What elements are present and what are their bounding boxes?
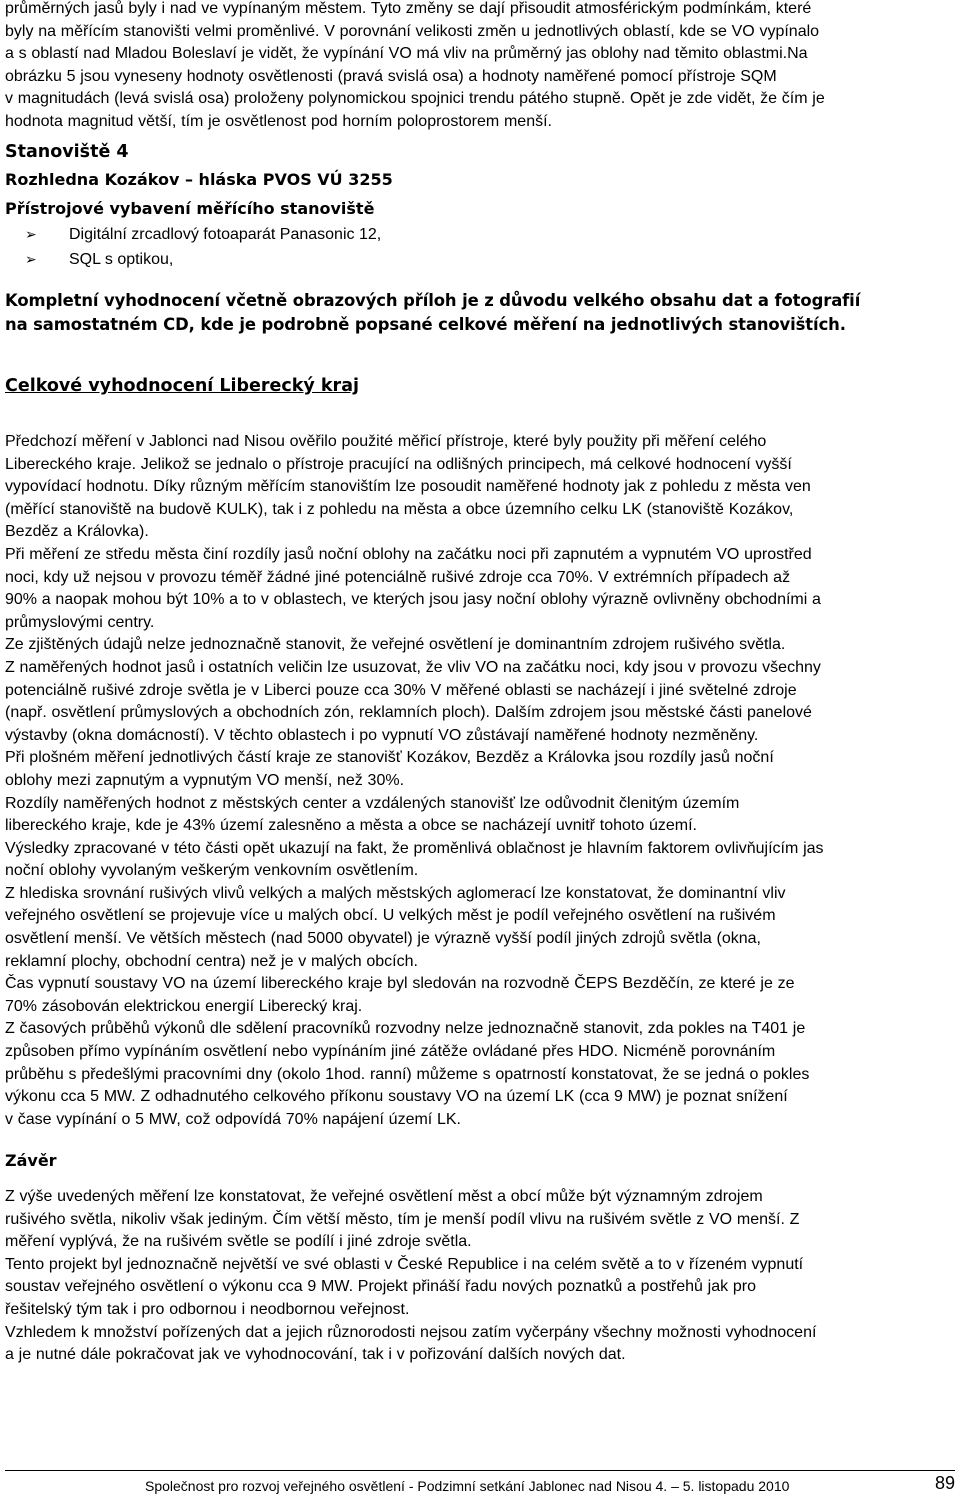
text-line: 90% a naopak mohou být 10% a to v oblastech, ve kterých jsou jasy noční oblohy výrazně ovlivněny obchodními a <box>5 591 821 609</box>
text-line: Z výše uvedených měření lze konstatovat, že veřejné osvětlení měst a obcí může být významným zdrojem <box>5 1188 763 1205</box>
text-line: Tento projekt byl jednoznačně největší ve své oblasti v České Republice i na celém světě a to v řízeném vypnutí <box>5 1255 804 1273</box>
evaluation-heading: Celkové vyhodnocení Liberecký kraj <box>5 376 359 396</box>
equipment-list <box>5 222 381 272</box>
text-line: a je nutné dále pokračovat jak ve vyhodnocování, tak i v pořizování dalších nových dat. <box>5 1346 626 1364</box>
text-line: Bezděz a Královka). <box>5 523 149 541</box>
text-line: libereckého kraje, kde je 43% území zalesněno a města a obce se nacházejí uvnitř tohoto území. <box>5 817 697 835</box>
text-line: Z hlediska srovnání rušivých vlivů velkých a malých městských aglomerací lze konstatovat, že dominantní vliv <box>5 884 786 902</box>
station-subheading: Rozhledna Kozákov – hláska PVOS VÚ 3255 <box>5 170 393 189</box>
station-section <box>5 140 393 268</box>
text-line: noční oblohy vyvolaným veškerým venkovním osvětlením. <box>5 862 419 880</box>
conclusion-heading: Závěr <box>5 1151 57 1170</box>
conclusion-paragraphs <box>5 1186 816 1367</box>
text-line: potenciálně rušivé zdroje světla je v Liberci pouze cca 30% V měřené oblasti se nacházejí i jiné světelné zdroje <box>5 681 797 699</box>
note-line: na samostatném CD, kde je podrobně popsané celkové měření na jednotlivých stanovištích. <box>5 315 846 334</box>
arrow-bullet-icon: ➢ <box>25 226 37 242</box>
complete-note <box>5 289 860 337</box>
list-item-text: SQL s optikou, <box>69 251 174 268</box>
text-line: Čas vypnutí soustavy VO na území libereckého kraje byl sledován na rozvodně ČEPS Bezděčín, ze které je ze <box>5 975 795 993</box>
text-line: (např. osvětlení průmyslových a obchodních zón, reklamních ploch). Dalším zdrojem jsou městské části panelové <box>5 704 812 722</box>
text-line: oblohy mezi zapnutým a vypnutým VO menší, než 30%. <box>5 771 405 789</box>
list-item <box>25 247 381 272</box>
list-item-text: Digitální zrcadlový fotoaparát Panasonic 12, <box>69 226 382 243</box>
text-line: veřejného osvětlení se projevuje více u malých obcí. U velkých měst je podíl veřejného osvětlení na rušivém <box>5 907 776 925</box>
intro-paragraph <box>5 0 825 134</box>
text-line: v magnitudách (levá svislá osa) proloženy polynomickou spojnici trendu pátého stupně. Opět je zde vidět, že čím je <box>5 90 825 108</box>
text-line: hodnota magnitud větší, tím je osvětlenost pod horním poloprostorem menší. <box>5 112 552 130</box>
text-line: Libereckého kraje. Jelikož se jednalo o přístroje pracující na odlišných principech, má celkové hodnocení vyšší <box>5 455 792 473</box>
text-line: Při měření ze středu města činí rozdíly jasů noční oblohy na začátku noci při zapnutém a vypnutém VO uprostřed <box>5 545 812 563</box>
text-line: Rozdíly naměřených hodnot z městských center a vzdálených stanovišť lze odůvodnit členitým územím <box>5 794 740 812</box>
text-line: Z naměřených hodnot jasů i ostatních veličin lze usuzovat, že vliv VO na začátku noci, kdy jsou v provozu všechny <box>5 658 821 676</box>
evaluation-paragraphs <box>5 431 824 1131</box>
arrow-bullet-icon: ➢ <box>25 251 37 267</box>
text-line: 70% zásobován elektrickou energií Liberecký kraj. <box>5 997 363 1015</box>
text-line: výkonu cca 5 MW. Z odhadnutého celkového příkonu soustavy VO na území LK (cca 9 MW) je poznat snížení <box>5 1088 788 1106</box>
text-line: řešitelský tým tak i pro odbornou i neodbornou veřejnost. <box>5 1300 410 1318</box>
page-number: 89 <box>935 1473 956 1493</box>
text-line: Vzhledem k množství pořízených dat a jejich různorodosti nejsou zatím vyčerpány všechny možnosti vyhodnocení <box>5 1323 817 1341</box>
text-line: v čase vypínání o 5 MW, což odpovídá 70% napájení území LK. <box>5 1110 462 1128</box>
text-line: noci, kdy už nejsou v provozu téměř žádné jiné potenciálně rušivé zdroje cca 70%. V extrémních případech až <box>5 568 791 586</box>
footer-text: Společnost pro rozvoj veřejného osvětlení - Podzimní setkání Jablonec nad Nisou 4. – 5. listopadu 2010 <box>145 1478 790 1494</box>
text-line: osvětlení menší. Ve větších městech (nad 5000 obyvatel) je výrazně vyšší podíl jiných zdrojů světla (okna, <box>5 930 761 948</box>
equipment-heading: Přístrojové vybavení měřícího stanoviště <box>5 199 375 218</box>
text-line: Při plošném měření jednotlivých částí kraje ze stanovišť Kozákov, Bezděz a Královka jsou rozdíly jasů noční <box>5 749 774 767</box>
text-line: Výsledky zpracované v této části opět ukazují na fakt, že proměnlivá oblačnost je hlavním faktorem ovlivňujícím jas <box>5 839 824 857</box>
text-line: rušivého světla, nikoliv však jediným. Čím větší město, tím je menší podíl vlivu na rušivém světle z VO menší. Z <box>5 1210 800 1228</box>
station-heading: Stanoviště 4 <box>5 142 129 162</box>
text-line: měření vyplývá, že na rušivém světle se podílí i jiné zdroje světla. <box>5 1233 472 1251</box>
text-line: reklamní plochy, obchodní centra) než je v malých obcích. <box>5 952 418 970</box>
text-line: průmyslovými centry. <box>5 613 155 631</box>
text-line: Ze zjištěných údajů nelze jednoznačně stanovit, že veřejné osvětlení je dominantním zdrojem rušivého světla. <box>5 636 786 654</box>
text-line: Z časových průběhů výkonů dle sdělení pracovníků rozvodny nelze jednoznačně stanovit, zda pokles na T401 je <box>5 1020 806 1038</box>
text-line: vypovídací hodnotu. Díky různým měřícím stanovištím lze posoudit naměřené hodnoty jak z pohledu z města ven <box>5 478 811 496</box>
text-line: (měřící stanoviště na budově KULK), tak i z pohledu na města a obce územního celku LK (stanoviště Kozákov, <box>5 500 794 518</box>
text-line: výstavby (okna domácností). V těchto oblastech i po vypnutí VO zůstávají naměřené hodnoty nezměněny. <box>5 726 759 744</box>
text-line: průměrných jasů byly i nad ve vypínaným městem. Tyto změny se dají přisoudit atmosférickým podmínkám, které <box>5 0 812 17</box>
text-line: způsoben přímo vypínáním osvětlení nebo vypínáním jiné zátěže ovládané přes HDO. Nicméně porovnáním <box>5 1043 776 1061</box>
text-line: Předchozí měření v Jablonci nad Nisou ověřilo použité měřicí přístroje, které byly použity při měření celého <box>5 433 767 450</box>
text-line: průběhu s předešlými pracovními dny (okolo 1hod. ranní) můžeme s opatrností konstatovat, že se jedná o pokles <box>5 1065 810 1083</box>
note-line: Kompletní vyhodnocení včetně obrazových příloh je z důvodu velkého obsahu dat a fotografií <box>5 291 861 310</box>
text-line: soustav veřejného osvětlení o výkonu cca 9 MW. Projekt přináší řadu nových poznatků a postřehů jak pro <box>5 1278 756 1296</box>
text-line: obrázku 5 jsou vyneseny hodnoty osvětlenosti (pravá svislá osa) a hodnoty naměřené pomocí přístroje SQM <box>5 67 777 85</box>
text-line: byly na měřícím stanovišti velmi proměnlivé. V porovnání velikosti změn u jednotlivých oblastí, kde se VO vypínalo <box>5 22 820 40</box>
list-item <box>25 222 381 247</box>
text-line: a s oblastí nad Mladou Boleslaví je vidět, že vypínání VO má vliv na průměrný jas oblohy nad těmito oblastmi.Na <box>5 45 808 63</box>
footer-divider <box>5 1470 955 1471</box>
